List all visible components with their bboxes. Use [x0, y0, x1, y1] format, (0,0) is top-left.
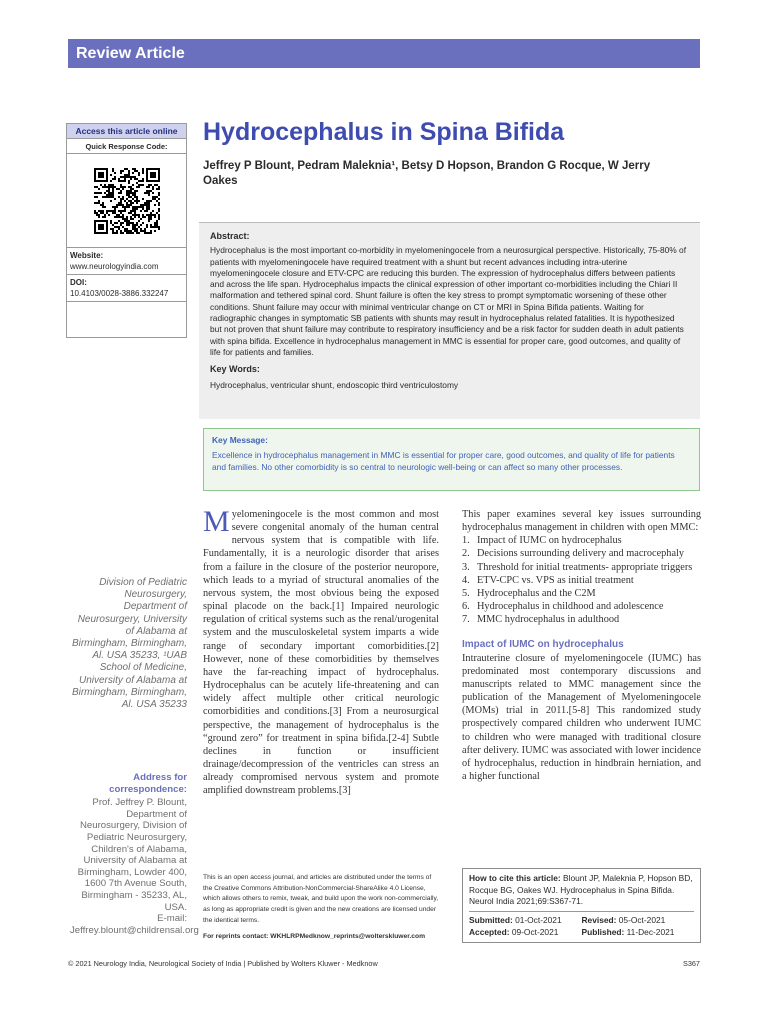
revised-label: Revised:: [581, 914, 617, 925]
accepted-date: 09-Oct-2021: [511, 927, 559, 938]
website-row: [67, 248, 186, 275]
drop-cap: M: [203, 505, 230, 538]
page-footer: [68, 959, 700, 968]
issues-intro: This paper examines several key issues surrounding hydrocephalus management in children with open MMC:: [462, 509, 701, 534]
website-label: Website:: [70, 251, 104, 260]
citation-box: [462, 868, 701, 943]
cite-heading: How to cite this article:: [469, 873, 561, 883]
correspondence-heading: Address for correspondence:: [109, 772, 187, 795]
body-column-right: [462, 508, 701, 783]
list-item: 6. Hydrocephalus in childhood and adolescence: [462, 601, 664, 613]
revised-date: 05-Oct-2021: [618, 914, 666, 925]
accepted-label: Accepted:: [469, 927, 510, 938]
keywords-heading: Key Words:: [210, 364, 260, 375]
dates-grid: [469, 911, 694, 939]
keywords-text: Hydrocephalus, ventricular shunt, endoscopic third ventriculostomy: [210, 379, 459, 390]
qr-code-icon[interactable]: [67, 154, 186, 248]
doi-row: [67, 275, 186, 301]
list-item: 2. Decisions surrounding delivery and macrocephaly: [462, 548, 685, 560]
correspondence: [70, 772, 199, 936]
access-article-box: [66, 123, 187, 338]
abstract-heading: Abstract:: [210, 231, 250, 241]
list-item: 5. Hydrocephalus and the C2M: [462, 587, 596, 599]
body-column-left: [203, 505, 439, 797]
submitted-label: Submitted:: [469, 914, 513, 925]
affiliation: Division of Pediatric Neurosurgery, Department of Neurosurgery, University of Alabama at Birmingham, Birmingham, Al. USA 35233, ¹UAB School of Medicine, University of Alabama at Birmingham, Birmingham, Al. USA 35233: [71, 577, 187, 711]
published-date: 11-Dec-2021: [626, 927, 675, 938]
issues-list: [462, 534, 701, 626]
published-label: Published:: [581, 927, 625, 938]
key-message-heading: Key Message:: [212, 435, 268, 445]
abstract-box: [199, 222, 700, 419]
list-item: 7. MMC hydrocephalus in adulthood: [462, 614, 620, 626]
website-link[interactable]: www.neurologyindia.com: [70, 262, 159, 271]
correspondence-address: Prof. Jeffrey P. Blount, Department of Neurosurgery, Division of Pediatric Neurosurgery, Children's of Alabama, University of Alabama at Birmingham, Lowder 400, 1600 7th Avenue South, Birmingham - 35233, AL, USA.: [77, 797, 187, 913]
license-text: This is an open access journal, and articles are distributed under the terms of the Creative Commons Attribution-NonCommercial-ShareAlike 4.0 License, which allows others to remix, tweak, and build upon the work non-commercially, as long as appropriate credit is given and the new creations are licensed under the identical terms.: [203, 874, 439, 924]
list-item: 3. Threshold for initial treatments- appropriate triggers: [462, 561, 693, 573]
section-heading: Impact of IUMC on hydrocephalus: [462, 639, 624, 651]
key-message-box: [203, 428, 700, 491]
list-item: 1. Impact of IUMC on hydrocephalus: [462, 535, 622, 547]
article-title: Hydrocephalus in Spina Bifida: [203, 118, 565, 146]
correspondence-email[interactable]: E-mail: Jeffrey.blount@childrensal.org: [70, 913, 199, 936]
abstract-text: Hydrocephalus is the most important co-morbidity in myelomeningocele from a neurosurgical perspective. Historically, 75-80% of patients with myelomeningocele have required treatment with a shunt but recent advances including intra-uterine myelomeningocele closure and ETV-CPC are reducing this burden. The expression of hydrocephalus differs between patients and across the life span. Hydrocephalus impacts the clinical expression of other important co-morbidities including the Chiari II malformation and tethered spinal cord. Shunt failure is often the key stress to prompt symptomatic worsening of these other conditions. Shunt failure may occur with minimal ventricular change on CT or MRI in Spina Bifida patients. Waiting for radiographic changes in symptomatic SB patients with shunts may result in hydrocephalus related fatalities. It is hypothesized but not proven that shunt failure may contribute to respiratory insufficiency and be a risk factor for sudden death in adult patients with spina bifida. Excellence in hydrocephalus management in MMC is essential for proper care, good outcomes, and quality of life for patients and families.: [210, 245, 687, 357]
intro-paragraph: yelomeningocele is the most common and most severe congenital anomaly of the human central nervous system that is compatible with life. Fundamentally, it is a neurologic disorder that arises from a failure in the closure of the posterior neuropore, which leads to a myriad of structural anomalies of the nervous system, the most obvious being the exposed spinal placode on the back.[1] Impaired neurologic regulation of critical systems such as the renal/urogenital system and the musculoskeletal system imparts a wide range of secondary important comorbidities.[2] However, none of these comorbidities by themselves have the far-reaching impact of hydrocephalus. Hydrocephalus can be acutely life-threatening and can widely affect multiple other critical neurologic comorbidities and conditions.[3] From a neurosurgical perspective, the management of hydrocephalus is the “ground zero” for treatment in spina bifida.[2-4] Subtle declines in function or insufficient drainage/decompression of the ventricles can stress an already compromised nervous system and promote amplified downstream problems.[3]: [203, 509, 439, 797]
cite-text: Blount JP, Maleknia P, Hopson BD, Rocque BG, Oakes WJ. Hydrocephalus in Spina Bifida. Neurol India 2021;69:S367-71.: [469, 873, 693, 907]
reprints-contact[interactable]: For reprints contact: WKHLRPMedknow_reprints@wolterskluwer.com: [203, 932, 426, 940]
doi-label: DOI:: [70, 278, 87, 287]
author-list: Jeffrey P Blount, Pedram Maleknia¹, Betsy D Hopson, Brandon G Rocque, W Jerry Oakes: [203, 160, 651, 187]
article-type-banner: Review Article: [68, 39, 700, 68]
footer-copyright: © 2021 Neurology India, Neurological Society of India | Published by Wolters Kluwer - Medknow: [68, 959, 378, 968]
list-item: 4. ETV-CPC vs. VPS as initial treatment: [462, 574, 634, 586]
page-number: S367: [682, 959, 700, 968]
open-access-note: [203, 873, 439, 942]
qr-label: Quick Response Code:: [67, 139, 186, 154]
access-heading: Access this article online: [67, 124, 186, 139]
submitted-date: 01-Oct-2021: [515, 914, 562, 925]
section-paragraph: Intrauterine closure of myelomeningocele (IUMC) has predominated most contemporary discussions and manuscripts related to MMC management since the publication of the Management of Myelomeningocele (MOMs) trial in 2011.[5-8] This randomized study prospectively compared children who underwent IUMC to children who were managed with traditional closure after delivery. IUMC was associated with lower incidence of hydrocephalus, reduction in hindbrain herniation, and a higher functional: [462, 652, 701, 782]
key-message-text: Excellence in hydrocephalus management in MMC is essential for proper care, good outcomes, and quality of life for patients and families. No other comorbidity is so central to neurologic well-being or can affect so many other processes.: [212, 450, 675, 472]
doi-link[interactable]: 10.4103/0028-3886.332247: [70, 289, 169, 298]
